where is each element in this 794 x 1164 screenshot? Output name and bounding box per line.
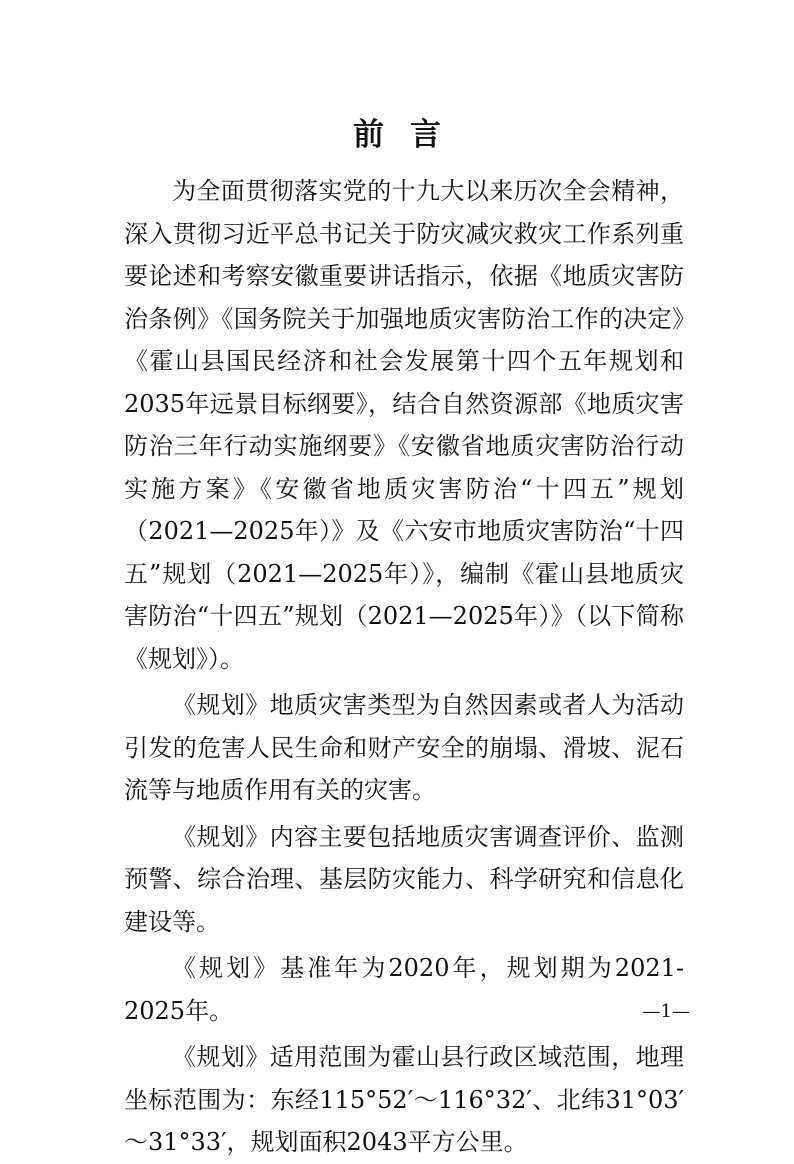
paragraph-disaster-types: 《规划》地质灾害类型为自然因素或者人为活动引发的危害人民生命和财产安全的崩塌、滑坡、泥石流等与地质作用有关的灾害。 [124,691,684,804]
paragraph-scope: 《规划》适用范围为霍山县行政区域范围，地理坐标范围为：东经115°52′～116°32′、北纬31°03′～31°33′，规划面积2043平方公里。 [124,1043,684,1156]
page-title: 前言 [353,117,467,153]
body-text [124,170,684,1164]
paragraph-content: 《规划》内容主要包括地质灾害调查评价、监测预警、综合治理、基层防灾能力、科学研究和信息化建设等。 [124,822,684,936]
page-number: —1— [642,1001,690,1022]
paragraph-intro: 为全面贯彻落实党的十九大以来历次全会精神，深入贯彻习近平总书记关于防灾减灾救灾工作系列重要论述和考察安徽重要讲话指示，依据《地质灾害防治条例》《国务院关于加强地质灾害防治工作的决定》《霍山县国民经济和社会发展第十四个五年规划和2035年远景目标纲要》，结合自然资源部《地质灾害防治三年行动实施纲要》《安徽省地质灾害防治行动实施方案》《安徽省地质灾害防治“十四五”规划（2021—2025年）》及《六安市地质灾害防治“十四五”规划（2021—2025年）》，编制《霍山县地质灾害防治“十四五”规划（2021—2025年）》（以下简称《规划》）。 [124,177,684,673]
paragraph-period: 《规划》基准年为2020年，规划期为2021-2025年。 [124,954,684,1025]
